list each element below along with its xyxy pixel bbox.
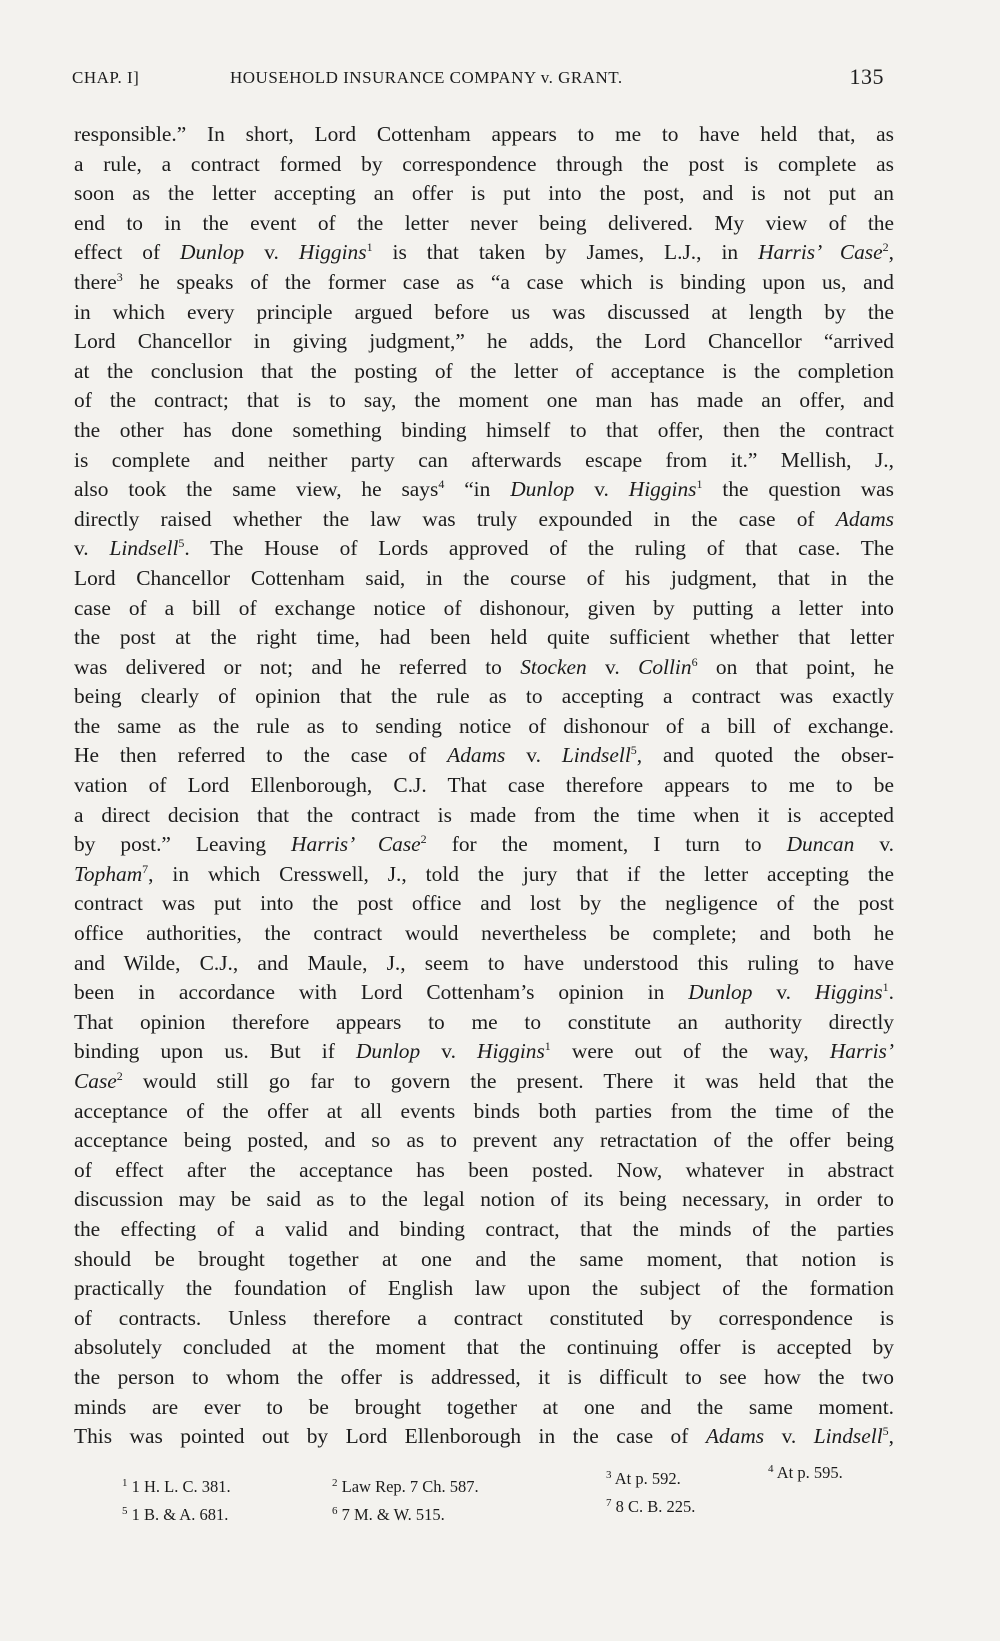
chapter-label: CHAP. I] <box>72 68 140 87</box>
footnote-7: $^7$ 8 C. B. 225. <box>606 1497 696 1516</box>
text-line: in which every principle argued before us was discussed at length by the <box>74 299 894 324</box>
text-line: minds are ever to be brought together at one and the same moment. <box>74 1394 894 1419</box>
text-line: of contracts. Unless therefore a contract constituted by correspondence is <box>74 1305 894 1330</box>
text-line: binding upon us. But if Dunlop v. Higgins$^1$ were out of the way, Harris’ <box>74 1039 894 1064</box>
text-line: He then referred to the case of Adams v. Lindsell$^5$, and quoted the obser- <box>74 743 894 768</box>
footnote-5: $^5$ 1 B. & A. 681. <box>122 1505 229 1524</box>
text-line: also took the same view, he says$^4$ “in Dunlop v. Higgins$^1$ the question was <box>74 477 894 502</box>
text-line: directly raised whether the law was truly expounded in the case of Adams <box>74 506 894 531</box>
footnote-3: $^3$ At p. 592. <box>606 1469 681 1488</box>
text-line: a rule, a contract formed by correspondence through the post is complete as <box>74 151 894 176</box>
text-line: practically the foundation of English law upon the subject of the formation <box>74 1276 894 1301</box>
text-line: end to in the event of the letter never being delivered. My view of the <box>74 210 894 235</box>
page-number: 135 <box>849 64 884 89</box>
text-line: the same as the rule as to sending notice of dishonour of a bill of exchange. <box>74 713 894 738</box>
text-line: Case$^2$ would still go far to govern the present. There it was held that the <box>74 1069 894 1093</box>
text-line: been in accordance with Lord Cottenham’s opinion in Dunlop v. Higgins$^1$. <box>74 980 894 1005</box>
text-line: acceptance of the offer at all events binds both parties from the time of the <box>74 1098 894 1123</box>
text-line: Lord Chancellor Cottenham said, in the course of his judgment, that in the <box>74 565 894 590</box>
text-line: office authorities, the contract would nevertheless be complete; and both he <box>74 921 894 946</box>
text-line: contract was put into the post office and lost by the negligence of the post <box>74 891 894 916</box>
text-line: This was pointed out by Lord Ellenborough in the case of Adams v. Lindsell$^5$, <box>74 1424 894 1449</box>
running-title: HOUSEHOLD INSURANCE COMPANY v. GRANT. <box>230 68 623 87</box>
text-line: of effect after the acceptance has been posted. Now, whatever in abstract <box>74 1157 894 1182</box>
text-line: discussion may be said as to the legal notion of its being necessary, in order to <box>74 1187 894 1212</box>
text-line: vation of Lord Ellenborough, C.J. That case therefore appears to me to be <box>74 773 894 798</box>
text-line: soon as the letter accepting an offer is put into the post, and is not put an <box>74 181 894 206</box>
text-line: v. Lindsell$^5$. The House of Lords approved of the ruling of that case. The <box>74 536 894 561</box>
text-line: should be brought together at one and the same moment, that notion is <box>74 1246 894 1271</box>
text-line: there$^3$ he speaks of the former case as “a case which is binding upon us, and <box>74 269 894 294</box>
text-line: absolutely concluded at the moment that the continuing offer is accepted by <box>74 1335 894 1360</box>
text-line: the effecting of a valid and binding contract, that the minds of the parties <box>74 1216 894 1241</box>
text-line: responsible.” In short, Lord Cottenham appears to me to have held that, as <box>74 122 894 146</box>
text-line: the other has done something binding himself to that offer, then the contract <box>74 417 894 442</box>
text-line: the post at the right time, had been held quite sufficient whether that letter <box>74 625 894 650</box>
text-line: was delivered or not; and he referred to Stocken v. Collin$^6$ on that point, he <box>74 654 894 679</box>
footnote-6: $^6$ 7 M. & W. 515. <box>332 1505 445 1524</box>
text-line: Topham$^7$, in which Cresswell, J., told the jury that if the letter accepting the <box>74 861 894 886</box>
text-line: case of a bill of exchange notice of dishonour, given by putting a letter into <box>74 595 894 620</box>
footnote-2: $^2$ Law Rep. 7 Ch. 587. <box>332 1477 479 1496</box>
text-line: That opinion therefore appears to me to constitute an authority directly <box>74 1009 894 1034</box>
body-text <box>74 120 894 1452</box>
text-line: Lord Chancellor in giving judgment,” he adds, the Lord Chancellor “arrived <box>74 329 894 354</box>
text-line: of the contract; that is to say, the moment one man has made an offer, and <box>74 388 894 413</box>
text-line: effect of Dunlop v. Higgins$^1$ is that taken by James, L.J., in Harris’ Case$^2$, <box>74 240 894 265</box>
text-line: by post.” Leaving Harris’ Case$^2$ for the moment, I turn to Duncan v. <box>74 832 894 857</box>
text-line: at the conclusion that the posting of the letter of acceptance is the completion <box>74 358 894 383</box>
footnote-1: $^1$ 1 H. L. C. 381. <box>122 1477 231 1496</box>
text-line: acceptance being posted, and so as to prevent any retractation of the offer being <box>74 1128 894 1153</box>
text-line: a direct decision that the contract is made from the time when it is accepted <box>74 802 894 827</box>
text-line: being clearly of opinion that the rule as to accepting a contract was exactly <box>74 684 894 709</box>
running-header <box>72 66 892 96</box>
text-line: and Wilde, C.J., and Maule, J., seem to have understood this ruling to have <box>74 950 894 975</box>
footnote-4: $^4$ At p. 595. <box>768 1463 843 1482</box>
text-line: the person to whom the offer is addressed, it is difficult to see how the two <box>74 1364 894 1389</box>
text-line: is complete and neither party can afterwards escape from it.” Mellish, J., <box>74 447 894 472</box>
